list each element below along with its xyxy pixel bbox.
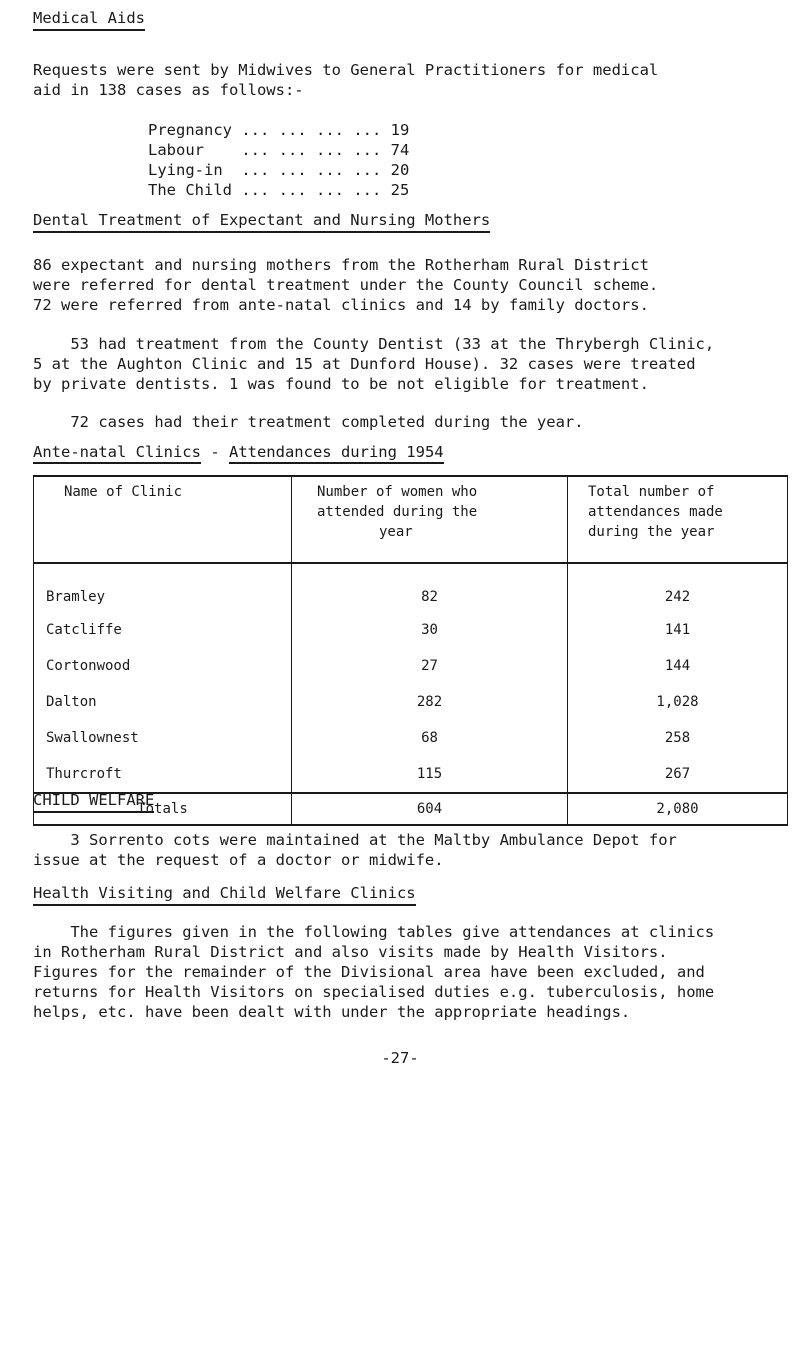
table-row	[34, 648, 788, 684]
health-visiting-line-3: Figures for the remainder of the Divisional area have been excluded, and	[33, 963, 705, 981]
table-row	[34, 684, 788, 720]
list-item	[148, 120, 409, 140]
header-line: Name of Clinic	[64, 484, 183, 500]
list-item	[148, 160, 409, 180]
list-item-label: Lying-in	[148, 161, 223, 179]
cell-clinic-name: Cortonwood	[34, 648, 292, 684]
page-title: Medical Aids	[33, 8, 145, 31]
leader-dots: ... ... ... ...	[241, 181, 382, 199]
list-item-label: Pregnancy	[148, 121, 232, 139]
header-line: Number of women who	[317, 484, 478, 500]
dental-heading: Dental Treatment of Expectant and Nursing Mothers	[33, 210, 490, 233]
cell-totals-label: Totals	[34, 793, 292, 825]
dental-para-1-line-3: 72 were referred from ante-natal clinics and 14 by family doctors.	[33, 296, 649, 314]
cell-women: 82	[292, 563, 568, 612]
cell-totals-women: 604	[292, 793, 568, 825]
cell-attendances: 1,028	[568, 684, 788, 720]
list-item	[148, 180, 409, 200]
table-row	[34, 756, 788, 793]
cell-women: 27	[292, 648, 568, 684]
list-item-value: 74	[390, 141, 410, 159]
cell-attendances: 242	[568, 563, 788, 612]
antenatal-heading	[33, 442, 444, 462]
cell-attendances: 258	[568, 720, 788, 756]
table-row	[34, 720, 788, 756]
health-visiting-line-5: helps, etc. have been dealt with under the appropriate headings.	[33, 1003, 631, 1021]
list-item-value: 19	[390, 121, 410, 139]
cell-women: 115	[292, 756, 568, 793]
cell-totals-attendances: 2,080	[568, 793, 788, 825]
child-welfare-heading: CHILD WELFARE	[33, 790, 154, 813]
dental-para-3-line-1: 72 cases had their treatment completed during the year.	[33, 413, 584, 431]
antenatal-heading-sep: -	[200, 443, 229, 461]
list-item-label: Labour	[148, 141, 204, 159]
dental-para-1-line-2: were referred for dental treatment under the County Council scheme.	[33, 276, 659, 294]
dental-para-2-line-3: by private dentists. 1 was found to be not eligible for treatment.	[33, 375, 649, 393]
table-row	[34, 563, 788, 612]
column-header-clinic	[34, 476, 292, 563]
header-line: attended during the	[317, 504, 478, 520]
antenatal-attendances-table	[33, 475, 788, 826]
list-item	[148, 140, 409, 160]
page-number: -27-	[381, 1049, 419, 1067]
column-header-attendances	[568, 476, 788, 563]
health-visiting-line-2: in Rotherham Rural District and also visits made by Health Visitors.	[33, 943, 668, 961]
header-line: Total number of	[588, 484, 715, 500]
list-item-value: 20	[390, 161, 410, 179]
leader-dots: ... ... ... ...	[213, 141, 382, 159]
cell-clinic-name: Bramley	[34, 563, 292, 612]
health-visiting-heading: Health Visiting and Child Welfare Clinics	[33, 883, 416, 906]
header-line: during the year	[588, 524, 715, 540]
list-item-label: The Child	[148, 181, 232, 199]
cell-attendances: 141	[568, 612, 788, 648]
child-welfare-line-1: 3 Sorrento cots were maintained at the Maltby Ambulance Depot for	[33, 831, 677, 849]
column-header-women	[292, 476, 568, 563]
header-line: year	[379, 524, 413, 540]
table-row	[34, 612, 788, 648]
header-line: attendances made	[588, 504, 723, 520]
antenatal-heading-part2: Attendances during 1954	[229, 443, 444, 464]
cell-clinic-name: Catcliffe	[34, 612, 292, 648]
cell-clinic-name: Dalton	[34, 684, 292, 720]
intro-line-2: aid in 138 cases as follows:-	[33, 81, 304, 99]
dental-para-2-line-1: 53 had treatment from the County Dentist (33 at the Thrybergh Clinic,	[33, 335, 715, 353]
cell-women: 30	[292, 612, 568, 648]
antenatal-heading-part1: Ante-natal Clinics	[33, 443, 201, 464]
leader-dots: ... ... ... ...	[241, 121, 382, 139]
health-visiting-line-1: The figures given in the following tables give attendances at clinics	[33, 923, 715, 941]
intro-line-1: Requests were sent by Midwives to General Practitioners for medical	[33, 61, 659, 79]
list-item-value: 25	[390, 181, 410, 199]
dental-para-1-line-1: 86 expectant and nursing mothers from the Rotherham Rural District	[33, 256, 649, 274]
child-welfare-line-2: issue at the request of a doctor or midwife.	[33, 851, 444, 869]
cell-women: 68	[292, 720, 568, 756]
health-visiting-line-4: returns for Health Visitors on specialised duties e.g. tuberculosis, home	[33, 983, 715, 1001]
cell-attendances: 267	[568, 756, 788, 793]
cell-women: 282	[292, 684, 568, 720]
dental-para-2-line-2: 5 at the Aughton Clinic and 15 at Dunford House). 32 cases were treated	[33, 355, 696, 373]
cell-attendances: 144	[568, 648, 788, 684]
cell-clinic-name: Thurcroft	[34, 756, 292, 793]
leader-dots: ... ... ... ...	[232, 161, 382, 179]
table-header-row	[34, 476, 788, 563]
cell-clinic-name: Swallownest	[34, 720, 292, 756]
